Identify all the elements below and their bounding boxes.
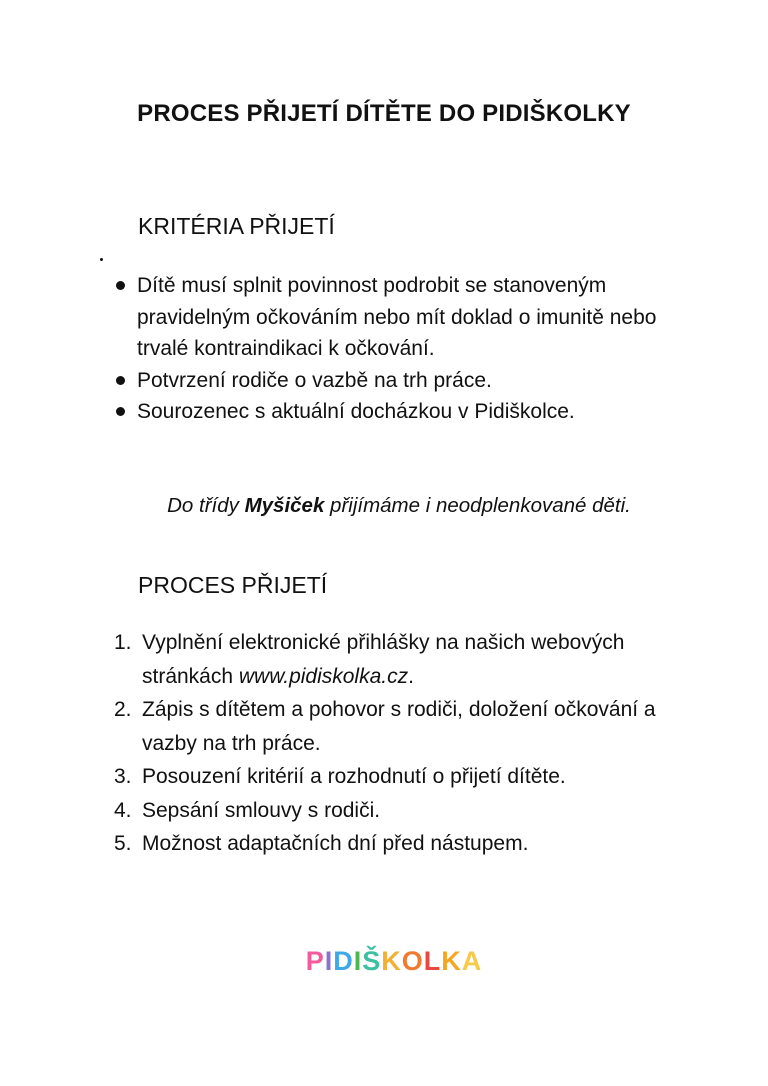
logo-letter: A [461, 946, 483, 976]
step-text: Vyplnění elektronické přihlášky na našich webových stránkách [142, 631, 625, 688]
step-number: 1. [114, 631, 132, 654]
step-text: Sepsání smlouvy s rodiči. [142, 798, 381, 822]
diaper-note [0, 494, 768, 518]
website-link[interactable]: www.pidiskolka.cz [238, 664, 409, 688]
step-number: 5. [114, 832, 132, 855]
process-list [114, 626, 674, 861]
logo-letter: I [353, 946, 363, 976]
step-text: Posouzení kritérií a rozhodnutí o přijetí dítěte. [142, 765, 566, 788]
list-item [114, 760, 674, 794]
logo-letter: O [401, 946, 424, 976]
logo-letter: D [333, 946, 354, 976]
step-end: . [408, 664, 414, 688]
list-item [114, 270, 674, 365]
logo-letter: L [423, 946, 442, 976]
bullet-icon [116, 407, 125, 416]
list-item [114, 365, 674, 397]
list-item [114, 396, 674, 428]
step-text: Možnost adaptačních dní před nástupem. [142, 832, 529, 855]
note-text-after: přijímáme i neodplenkované děti. [324, 494, 631, 517]
class-name: Myšiček [244, 494, 325, 517]
bullet-icon [116, 281, 125, 290]
step-number: 2. [114, 698, 132, 721]
logo-letter: I [324, 946, 334, 976]
logo-letter: K [381, 946, 402, 976]
note-text-before: Do třídy [167, 494, 245, 517]
criteria-item-text: Potvrzení rodiče o vazbě na trh práce. [137, 368, 492, 392]
criteria-item-text: Dítě musí splnit povinnost podrobit se stanoveným pravidelným očkováním nebo mít doklad o imunitě nebo trvalé kontraindikaci k očkování. [137, 274, 657, 360]
logo-letter: Š [362, 946, 382, 976]
logo-letter: P [305, 946, 325, 976]
list-item [114, 794, 674, 828]
criteria-list [114, 270, 674, 428]
page-title: PROCES PŘIJETÍ DÍTĚTE DO PIDIŠKOLKY [137, 100, 631, 127]
list-item [114, 827, 674, 861]
step-text: Zápis s dítětem a pohovor s rodiči, doložení očkování a vazby na trh práce. [142, 698, 656, 755]
stray-dot [100, 258, 103, 261]
step-number: 3. [114, 765, 132, 788]
logo-letter: K [441, 946, 462, 976]
criteria-heading: KRITÉRIA PŘIJETÍ [138, 213, 335, 239]
criteria-item-text: Sourozenec s aktuální docházkou v Pidiškolce. [137, 400, 575, 423]
list-item [114, 693, 674, 760]
pidiskolka-logo [0, 946, 768, 977]
step-number: 4. [114, 798, 132, 822]
bullet-icon [116, 376, 125, 385]
process-heading: PROCES PŘIJETÍ [138, 572, 328, 598]
list-item [114, 626, 674, 693]
